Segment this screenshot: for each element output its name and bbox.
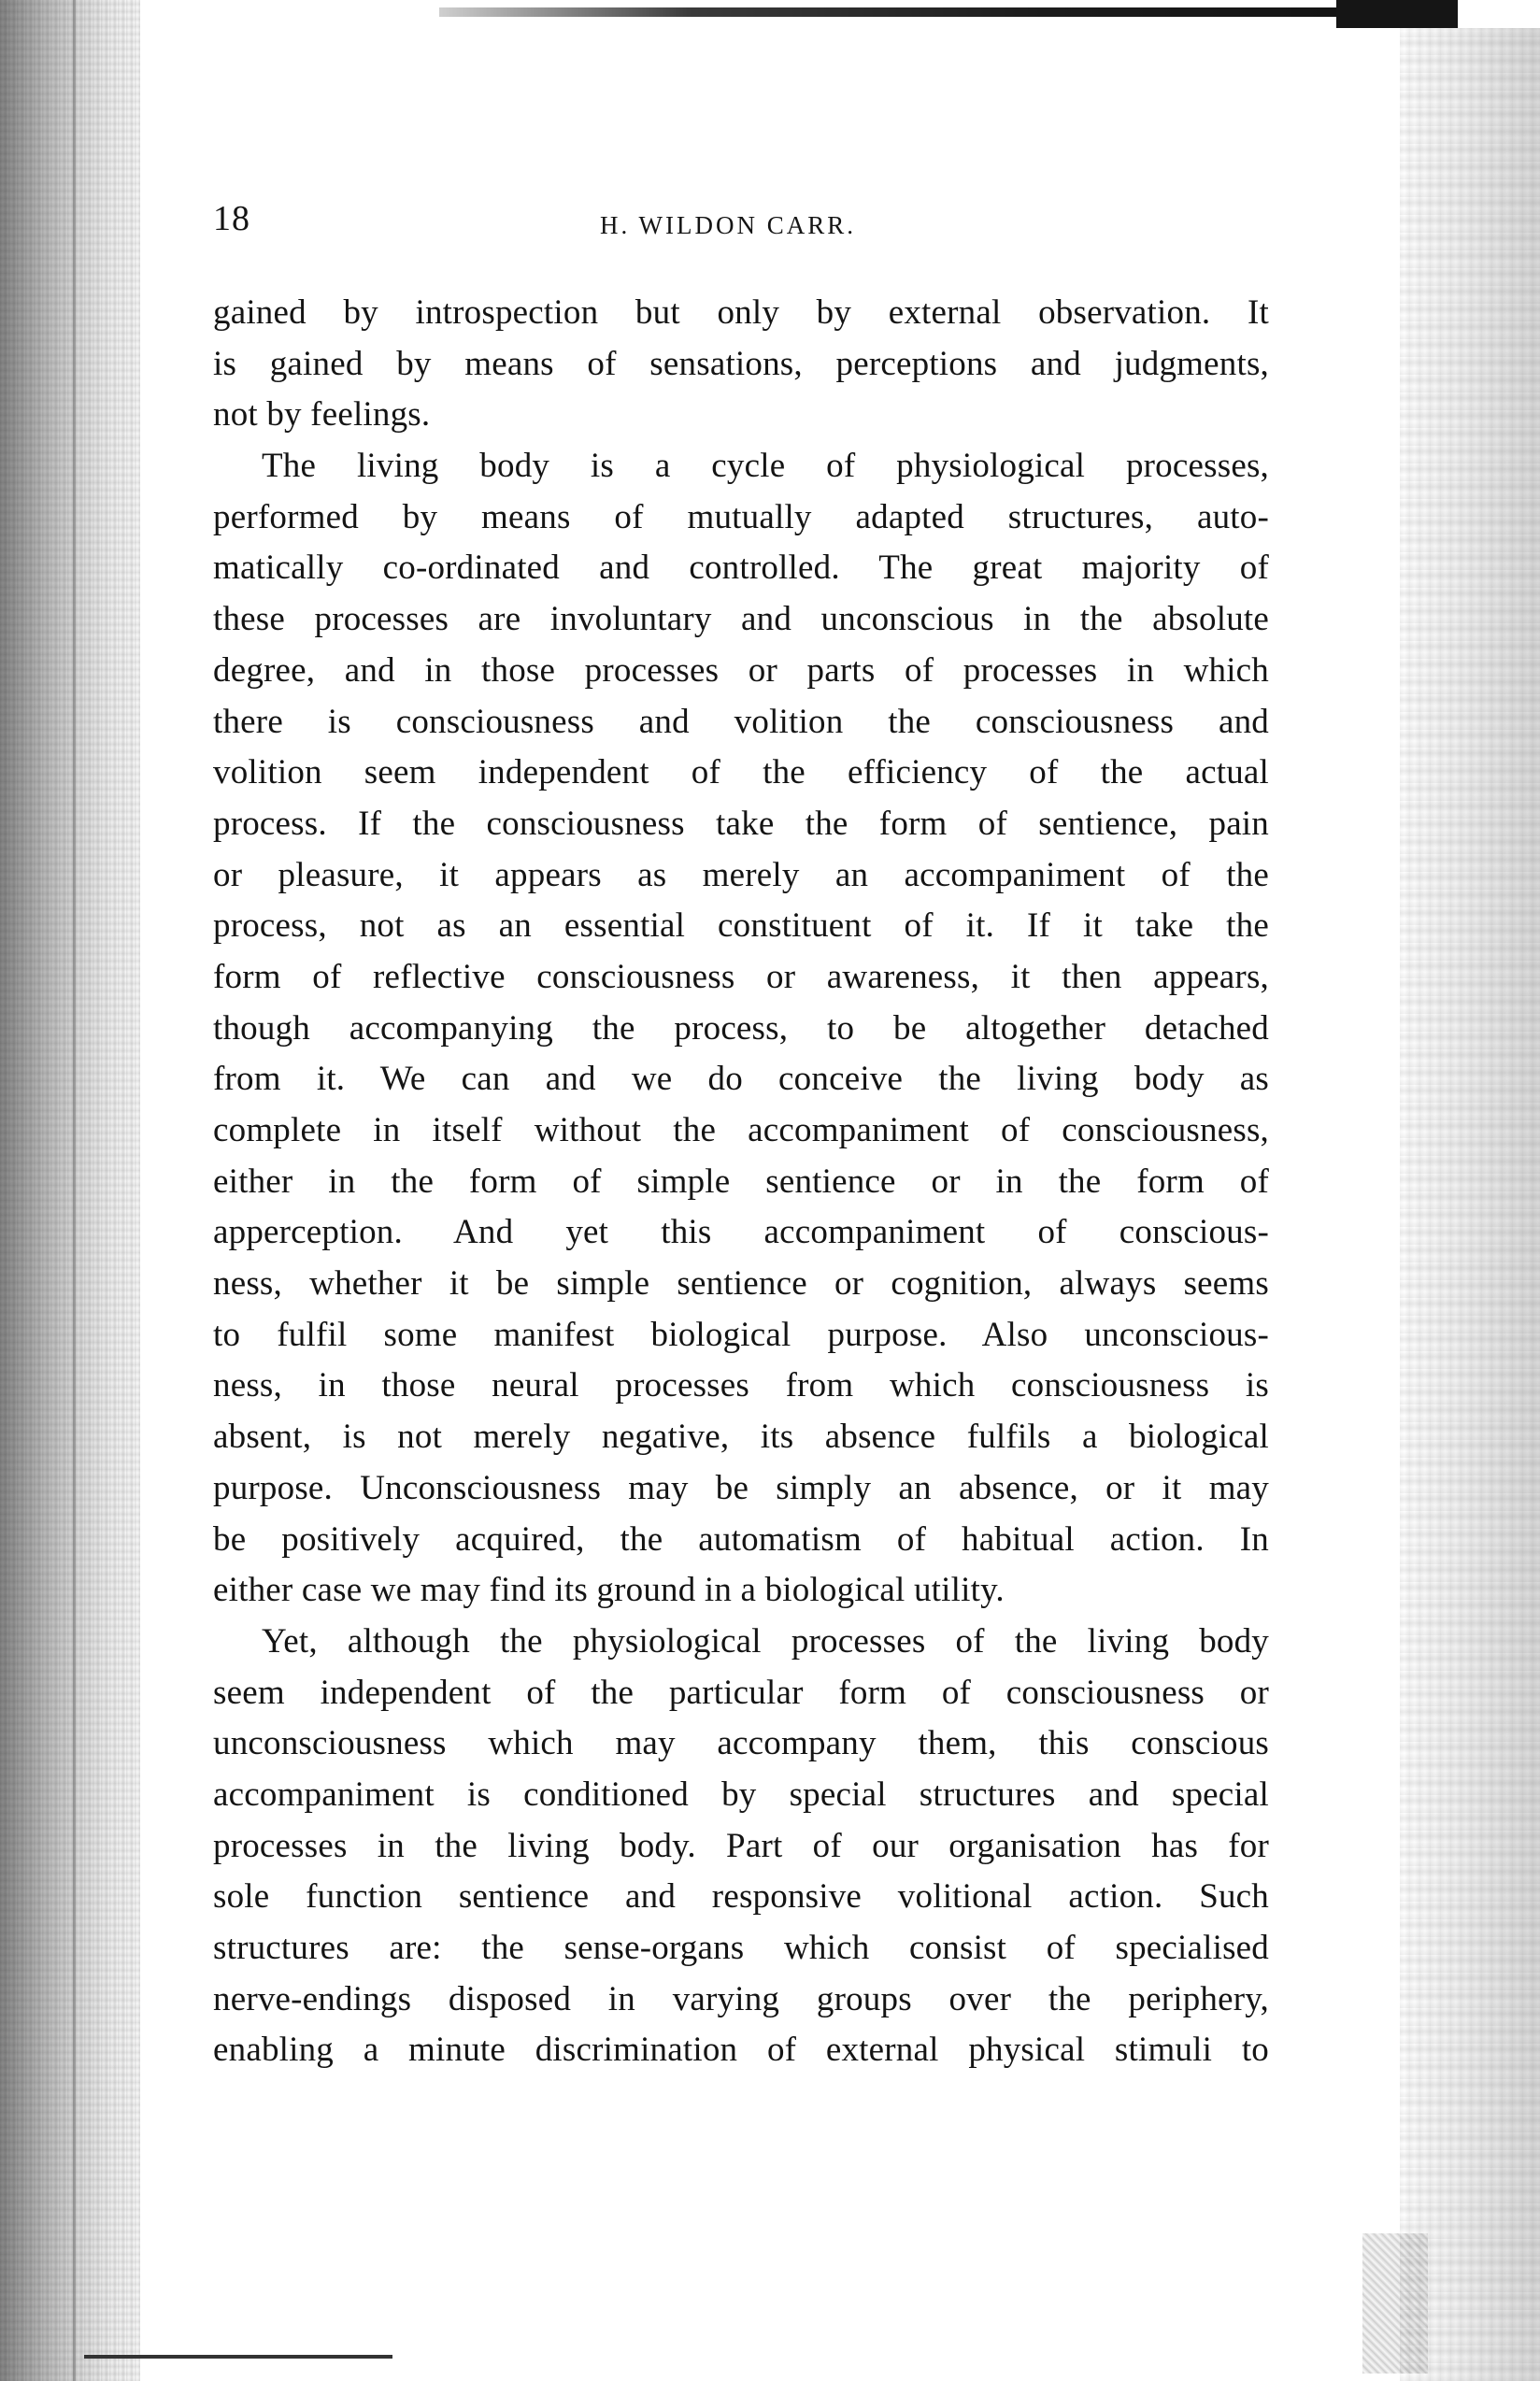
text-line: accompaniment is conditioned by special structures and special — [213, 1775, 1269, 1814]
scan-top-rule — [439, 7, 1448, 17]
text-line: process. If the consciousness take the form of sentience, pain — [213, 804, 1269, 843]
text-line: to fulfil some manifest biological purpose. Also unconscious- — [213, 1315, 1269, 1354]
text-line: not by feelings. — [213, 395, 431, 435]
text-line: volition seem independent of the efficiency of the actual — [213, 753, 1269, 792]
page-number: 18 — [213, 199, 250, 238]
text-line: is gained by means of sensations, perceptions and judgments, — [213, 344, 1269, 383]
text-line: gained by introspection but only by external observation. It — [213, 293, 1269, 332]
text-line: ness, whether it be simple sentience or cognition, always seems — [213, 1264, 1269, 1304]
text-line: from it. We can and we do conceive the living body as — [213, 1060, 1269, 1099]
text-line: or pleasure, it appears as merely an accompaniment of the — [213, 855, 1269, 894]
text-line: form of reflective consciousness or awareness, it then appears, — [213, 957, 1269, 996]
page-header — [213, 198, 1269, 245]
scan-right-edge — [1400, 28, 1540, 2381]
scan-binding-edge — [0, 0, 140, 2381]
text-line: The living body is a cycle of physiological processes, — [262, 447, 1269, 486]
scan-right-edge-speckle — [1362, 2233, 1428, 2374]
scan-top-corner — [1336, 0, 1458, 28]
text-line: structures are: the sense-organs which consist of specialised — [213, 1929, 1269, 1967]
text-line: nerve-endings disposed in varying groups over the periphery, — [213, 1979, 1269, 2018]
running-head: H. WILDON CARR. — [600, 211, 856, 239]
text-line: though accompanying the process, to be altogether detached — [213, 1008, 1269, 1048]
text-line: unconsciousness which may accompany them, this conscious — [213, 1724, 1269, 1763]
text-line: absent, is not merely negative, its absence fulfils a biological — [213, 1418, 1269, 1457]
text-line: degree, and in those processes or parts of processes in which — [213, 650, 1269, 690]
text-line: sole function sentience and responsive volitional action. Such — [213, 1877, 1269, 1917]
text-line: purpose. Unconsciousness may be simply an absence, or it may — [213, 1468, 1269, 1507]
text-line: there is consciousness and volition the consciousness and — [213, 702, 1269, 741]
text-line: complete in itself without the accompaniment of consciousness, — [213, 1111, 1269, 1149]
text-line: process, not as an essential constituent of it. If it take the — [213, 906, 1269, 946]
text-line: performed by means of mutually adapted structures, auto- — [213, 497, 1269, 536]
text-line: either case we may find its ground in a biological utility. — [213, 1571, 1005, 1610]
text-line: enabling a minute discrimination of external physical stimuli to — [213, 2031, 1269, 2070]
text-line: seem independent of the particular form of consciousness or — [213, 1673, 1269, 1712]
text-line: either in the form of simple sentience or in the form of — [213, 1162, 1269, 1201]
text-line: these processes are involuntary and unconscious in the absolute — [213, 600, 1269, 639]
text-line: processes in the living body. Part of our organisation has for — [213, 1826, 1269, 1865]
scan-binding-line — [73, 0, 76, 2381]
text-line: be positively acquired, the automatism of habitual action. In — [213, 1519, 1269, 1559]
scan-bottom-rule — [84, 2355, 392, 2359]
text-line: Yet, although the physiological processes of the living body — [262, 1621, 1269, 1661]
text-line: ness, in those neural processes from which consciousness is — [213, 1366, 1269, 1405]
text-line: matically co-ordinated and controlled. The great majority of — [213, 549, 1269, 588]
text-line: apperception. And yet this accompaniment of conscious- — [213, 1213, 1269, 1252]
body-text — [213, 288, 1269, 2076]
